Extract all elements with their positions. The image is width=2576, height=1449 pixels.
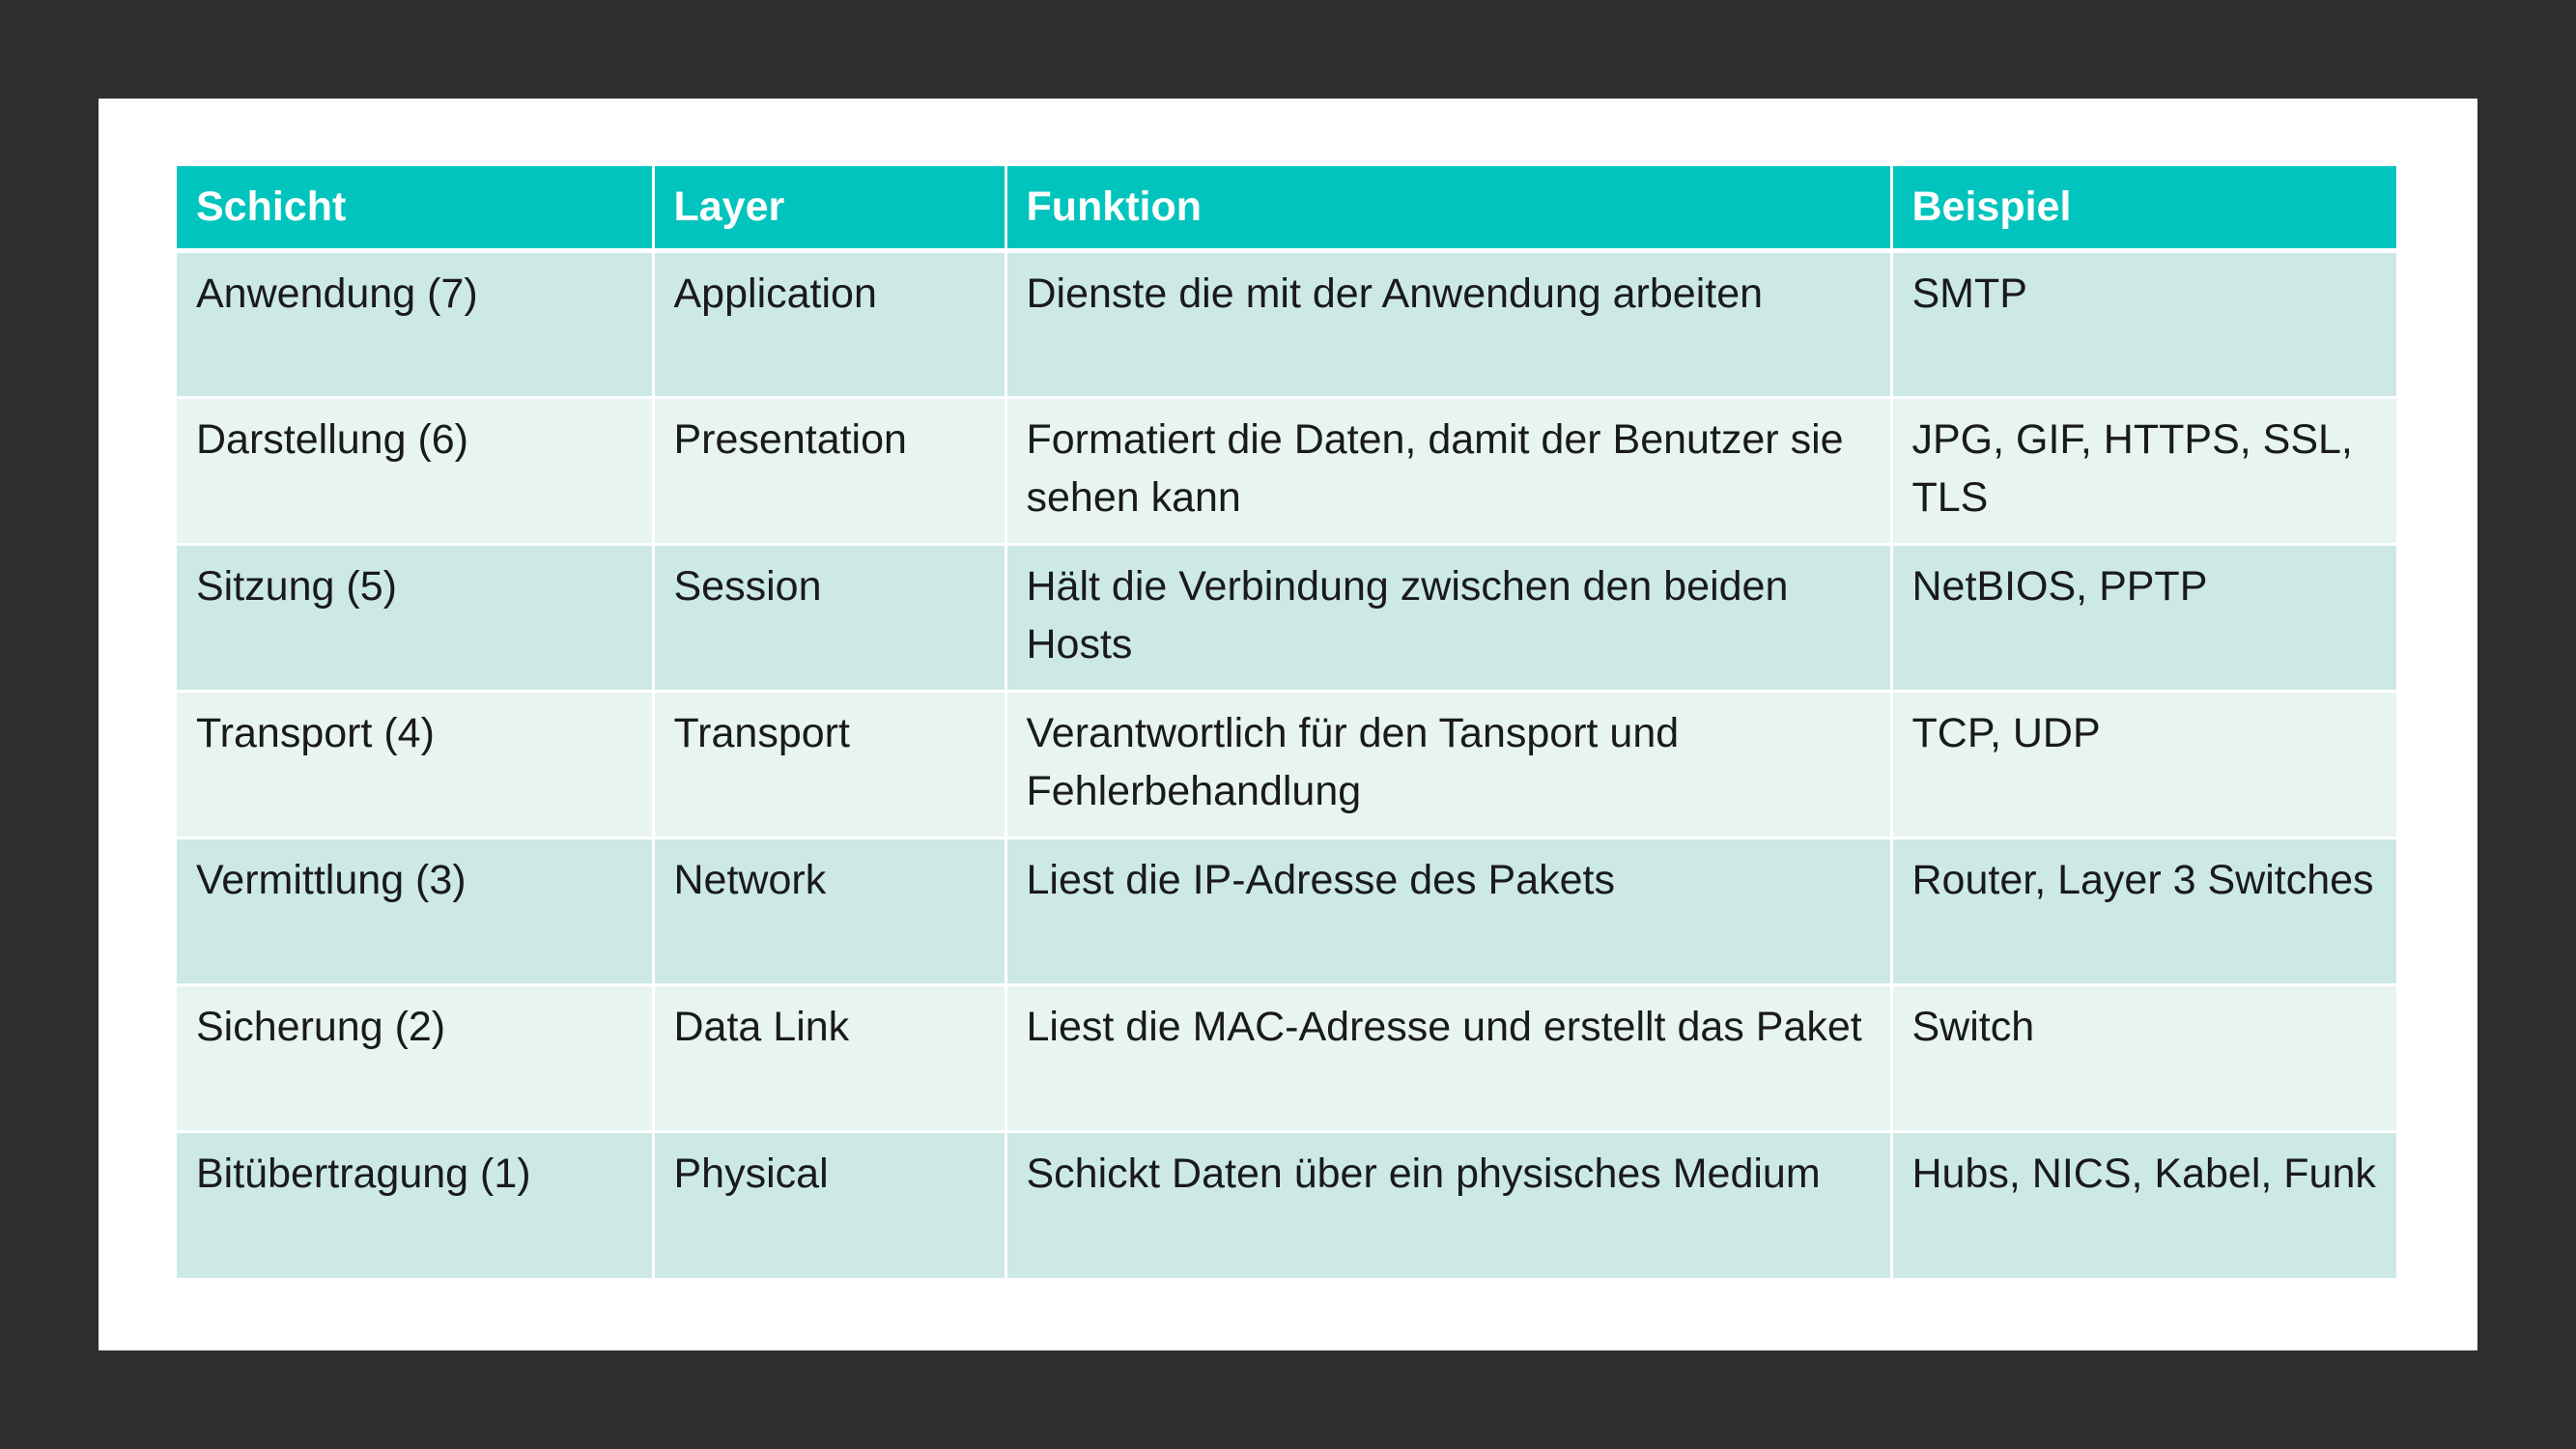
cell-schicht: Bitübertragung (1): [177, 1131, 653, 1278]
table-row: [177, 250, 2396, 397]
cell-schicht: Transport (4): [177, 691, 653, 838]
header-beispiel: Beispiel: [1891, 166, 2396, 250]
cell-layer: Physical: [653, 1131, 1005, 1278]
header-row: [177, 166, 2396, 250]
table-header: [177, 166, 2396, 250]
cell-beispiel: Hubs, NICS, Kabel, Funk: [1891, 1131, 2396, 1278]
table-row: [177, 984, 2396, 1131]
table-body: [177, 250, 2396, 1278]
cell-layer: Data Link: [653, 984, 1005, 1131]
cell-schicht: Sicherung (2): [177, 984, 653, 1131]
osi-layer-table: [177, 166, 2396, 1278]
cell-funktion: Liest die MAC-Adresse und erstellt das Paket: [1005, 984, 1891, 1131]
cell-layer: Network: [653, 838, 1005, 984]
header-layer: Layer: [653, 166, 1005, 250]
table-row: [177, 838, 2396, 984]
cell-schicht: Sitzung (5): [177, 544, 653, 691]
cell-layer: Presentation: [653, 397, 1005, 544]
cell-layer: Transport: [653, 691, 1005, 838]
table-row: [177, 544, 2396, 691]
cell-beispiel: SMTP: [1891, 250, 2396, 397]
table-row: [177, 1131, 2396, 1278]
cell-funktion: Liest die IP-Adresse des Pakets: [1005, 838, 1891, 984]
table-row: [177, 691, 2396, 838]
cell-funktion: Dienste die mit der Anwendung arbeiten: [1005, 250, 1891, 397]
cell-layer: Application: [653, 250, 1005, 397]
header-schicht: Schicht: [177, 166, 653, 250]
cell-beispiel: Switch: [1891, 984, 2396, 1131]
cell-beispiel: Router, Layer 3 Switches: [1891, 838, 2396, 984]
cell-schicht: Vermittlung (3): [177, 838, 653, 984]
slide: [99, 99, 2477, 1350]
table-row: [177, 397, 2396, 544]
cell-funktion: Schickt Daten über ein physisches Medium: [1005, 1131, 1891, 1278]
cell-beispiel: NetBIOS, PPTP: [1891, 544, 2396, 691]
cell-funktion: Formatiert die Daten, damit der Benutzer sie sehen kann: [1005, 397, 1891, 544]
cell-layer: Session: [653, 544, 1005, 691]
header-funktion: Funktion: [1005, 166, 1891, 250]
cell-schicht: Anwendung (7): [177, 250, 653, 397]
cell-beispiel: TCP, UDP: [1891, 691, 2396, 838]
cell-schicht: Darstellung (6): [177, 397, 653, 544]
cell-funktion: Verantwortlich für den Tansport und Fehlerbehandlung: [1005, 691, 1891, 838]
cell-funktion: Hält die Verbindung zwischen den beiden Hosts: [1005, 544, 1891, 691]
cell-beispiel: JPG, GIF, HTTPS, SSL, TLS: [1891, 397, 2396, 544]
